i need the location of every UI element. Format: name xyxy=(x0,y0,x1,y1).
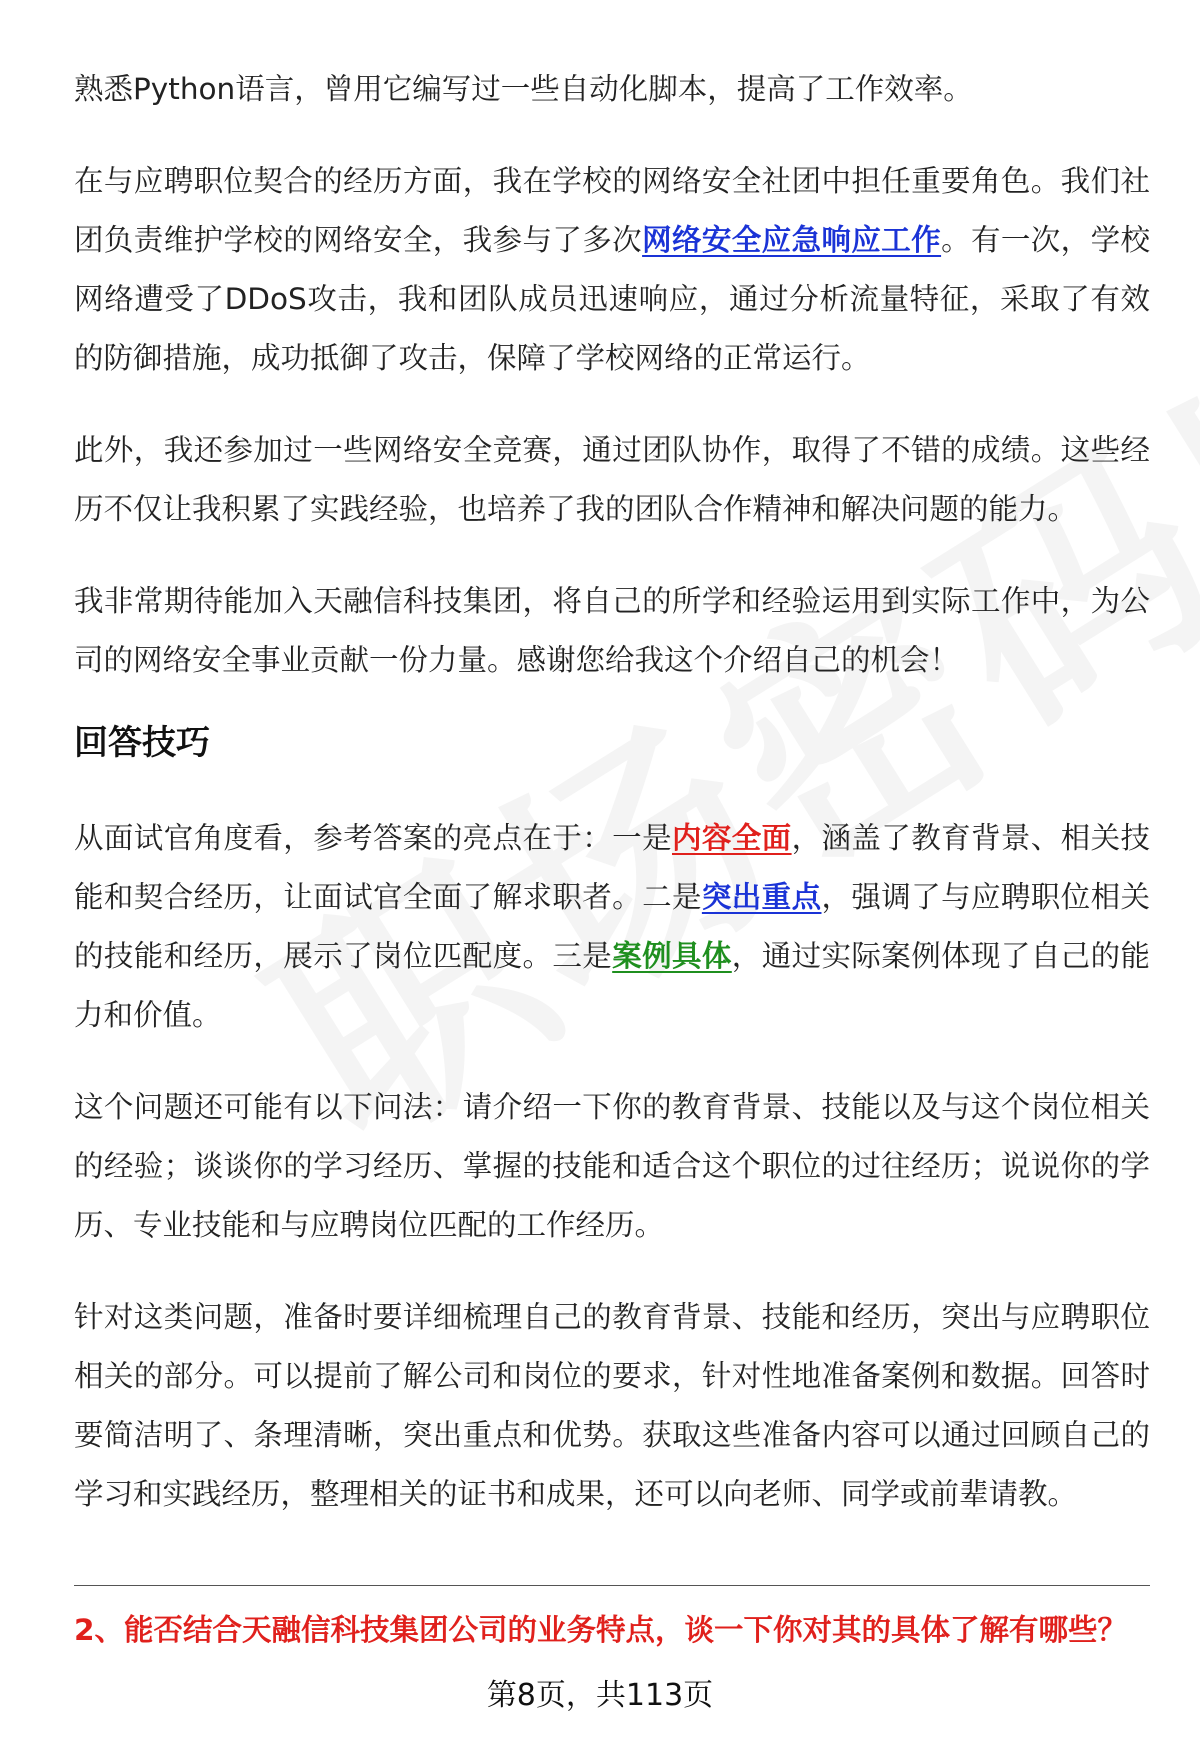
highlight-comprehensive[interactable]: 内容全面 xyxy=(671,821,792,855)
paragraph-competitions: 此外，我还参加过一些网络安全竞赛，通过团队协作，取得了不错的成绩。这些经历不仅让我积累了实践经验，也培养了我的团队合作精神和解决问题的能力。 xyxy=(74,433,1150,526)
paragraph-text: 。有一次，学校网络遭受了DDoS攻击，我和团队成员迅速响应，通过分析流量特征，采取了有效的防御措施，成功抵御了攻击，保障了学校网络的正常运行。 xyxy=(74,223,1150,375)
section-heading: 回答技巧 xyxy=(74,723,210,763)
paragraph-experience xyxy=(74,152,1150,388)
paragraph-text: 从面试官角度看，参考答案的亮点在于：一是 xyxy=(74,821,672,855)
highlight-focus[interactable]: 突出重点 xyxy=(701,880,822,914)
paragraph-text: ，通过实际案例体现了自己的能力和价值。 xyxy=(74,939,1150,1032)
next-question-title: 2、能否结合天融信科技集团公司的业务特点，谈一下你对其的具体了解有哪些？ xyxy=(74,1613,1128,1647)
page-number-footer: 第8页，共113页 xyxy=(486,1678,714,1713)
paragraph-text: ，涵盖了教育背景、相关技能和契合经历，让面试官全面了解求职者。二是 xyxy=(74,821,1150,914)
highlight-link-emergency-response[interactable]: 网络安全应急响应工作 xyxy=(642,223,942,257)
paragraph-tips-variants: 这个问题还可能有以下问法：请介绍一下你的教育背景、技能以及与这个岗位相关的经验；谈谈你的学习经历、掌握的技能和适合这个职位的过往经历；说说你的学历、专业技能和与应聘岗位匹配的工作经历。 xyxy=(74,1090,1150,1242)
paragraph-tips-highlights xyxy=(74,809,1150,1045)
paragraph-python: 熟悉Python语言，曾用它编写过一些自动化脚本，提高了工作效率。 xyxy=(74,72,973,106)
section-divider xyxy=(74,1585,1150,1586)
paragraph-text: ，强调了与应聘职位相关的技能和经历，展示了岗位匹配度。三是 xyxy=(74,880,1150,973)
highlight-specific-cases[interactable]: 案例具体 xyxy=(612,939,732,973)
paragraph-closing: 我非常期待能加入天融信科技集团，将自己的所学和经验运用到实际工作中，为公司的网络安全事业贡献一份力量。感谢您给我这个介绍自己的机会！ xyxy=(74,584,1150,677)
paragraph-tips-preparation: 针对这类问题，准备时要详细梳理自己的教育背景、技能和经历，突出与应聘职位相关的部分。可以提前了解公司和岗位的要求，针对性地准备案例和数据。回答时要简洁明了、条理清晰，突出重点和优势。获取这些准备内容可以通过回顾自己的学习和实践经历，整理相关的证书和成果，还可以向老师、同学或前辈请教。 xyxy=(74,1300,1150,1511)
paragraph-text: 在与应聘职位契合的经历方面，我在学校的网络安全社团中担任重要角色。我们社团负责维护学校的网络安全，我参与了多次 xyxy=(74,164,1150,257)
page-content xyxy=(74,60,1150,1557)
